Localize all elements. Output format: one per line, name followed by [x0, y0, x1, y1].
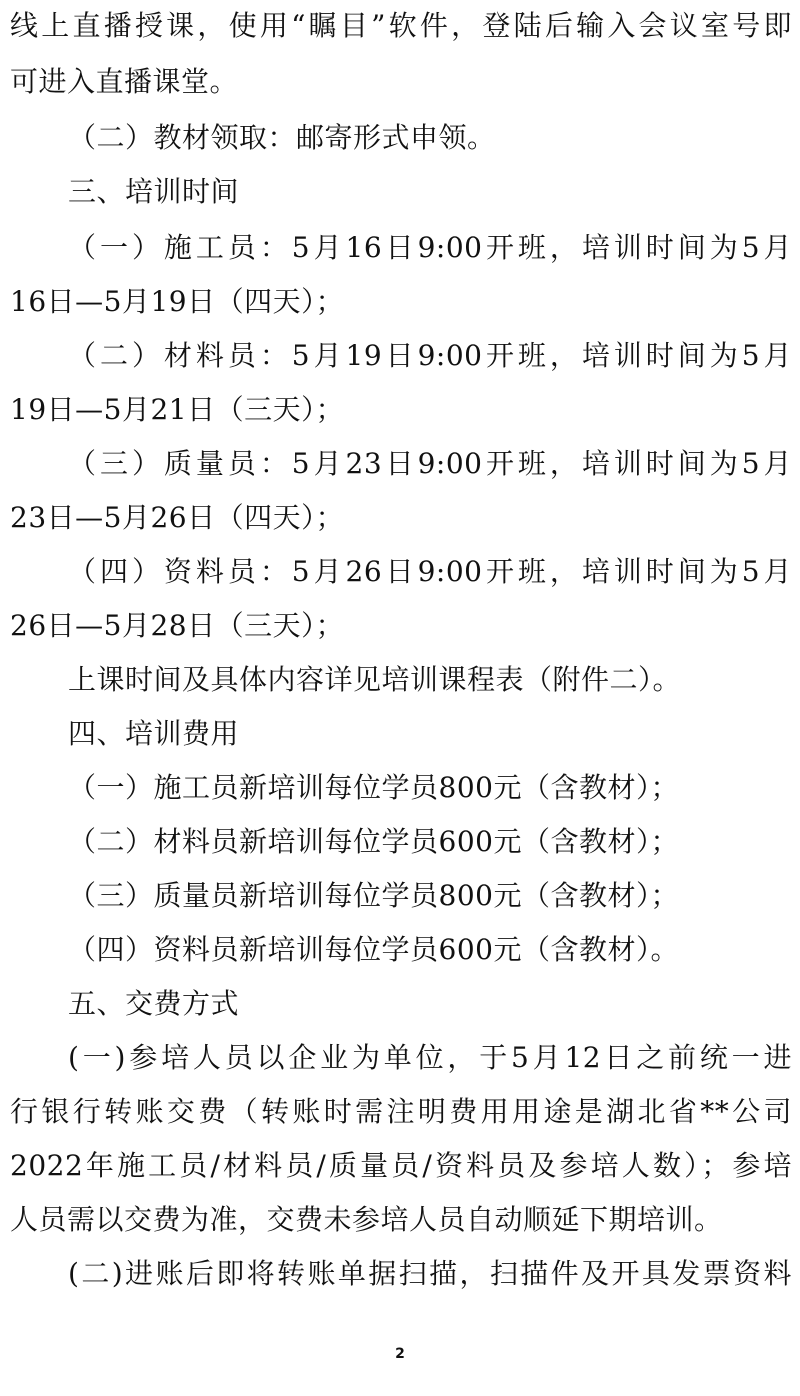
- text-line: 19日—5月21日（三天）；: [10, 393, 345, 426]
- text-line: （一）施工员新培训每位学员800元（含教材）；: [68, 771, 679, 804]
- text-line: (一)参培人员以企业为单位，于5月12日之前统一进: [68, 1041, 792, 1074]
- text-line: (二)进账后即将转账单据扫描，扫描件及开具发票资料: [68, 1257, 792, 1290]
- text-line: （三）质量员新培训每位学员800元（含教材）；: [68, 879, 679, 912]
- text-line: （四）资料员新培训每位学员600元（含教材）。: [68, 933, 679, 966]
- text-line: （二）材料员：5月19日9:00开班，培训时间为5月: [68, 339, 792, 372]
- text-line: 2022年施工员/材料员/质量员/资料员及参培人数）；参培: [10, 1149, 792, 1182]
- text-line: 可进入直播课堂。: [10, 65, 239, 98]
- text-line: （二）材料员新培训每位学员600元（含教材）；: [68, 825, 679, 858]
- text-line: 上课时间及具体内容详见培训课程表（附件二）。: [68, 663, 682, 696]
- text-line: 人员需以交费为准，交费未参培人员自动顺延下期培训。: [10, 1203, 723, 1236]
- text-line: 行银行转账交费（转账时需注明费用用途是湖北省**公司: [10, 1095, 792, 1128]
- text-line: （二）教材领取：邮寄形式申领。: [68, 121, 496, 154]
- text-line: （三）质量员：5月23日9:00开班，培训时间为5月: [68, 447, 792, 480]
- page-number: 2: [395, 1346, 405, 1362]
- text-line: 23日—5月26日（四天）；: [10, 501, 345, 534]
- text-line: （四）资料员：5月26日9:00开班，培训时间为5月: [68, 555, 792, 588]
- text-line: 26日—5月28日（三天）；: [10, 609, 345, 642]
- section-heading: 三、培训时间: [68, 175, 240, 208]
- text-line: （一）施工员：5月16日9:00开班，培训时间为5月: [68, 231, 792, 264]
- section-heading: 四、培训费用: [68, 717, 240, 750]
- section-heading: 五、交费方式: [68, 987, 240, 1020]
- text-line: 16日—5月19日（四天）；: [10, 285, 345, 318]
- text-line: 线上直播授课，使用“瞩目”软件，登陆后输入会议室号即: [10, 9, 792, 42]
